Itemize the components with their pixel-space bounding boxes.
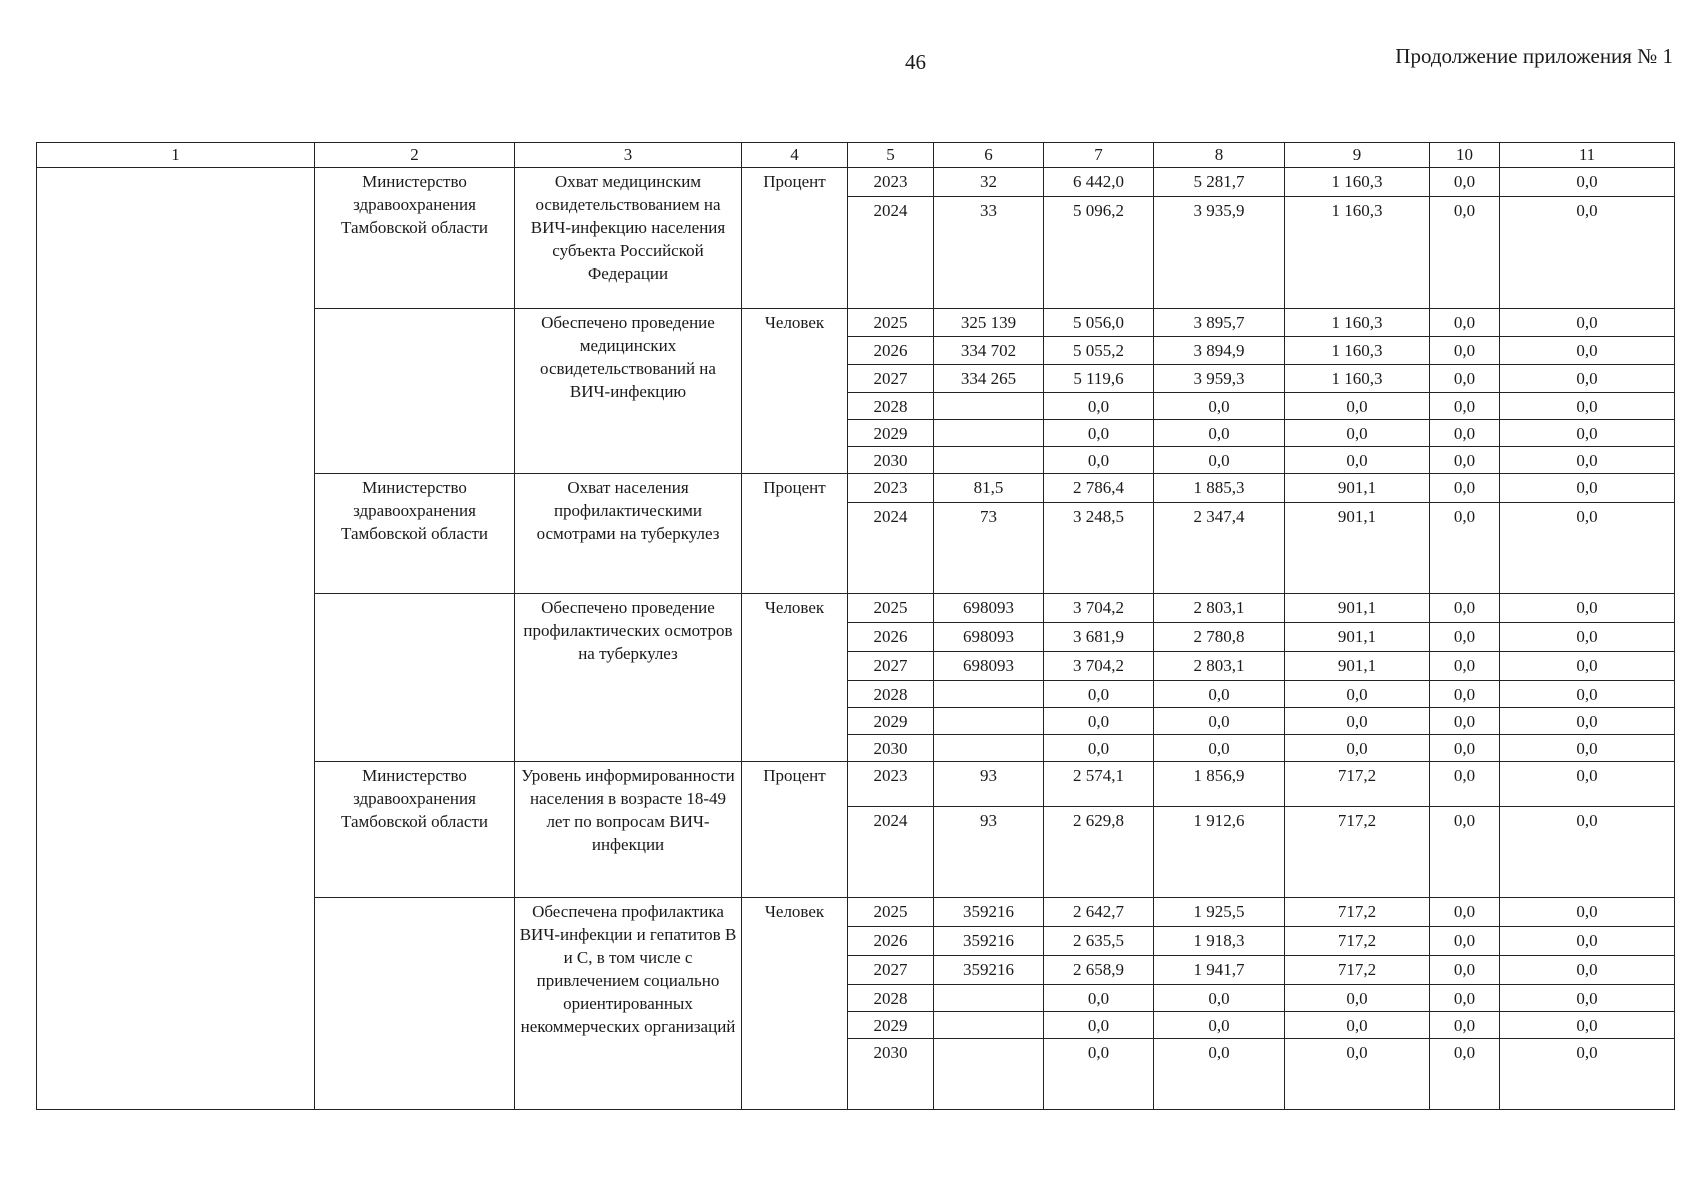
amount-cell: 901,1 bbox=[1285, 593, 1430, 622]
amount-cell: 0,0 bbox=[1430, 651, 1500, 680]
amount-cell: 0,0 bbox=[1430, 985, 1500, 1012]
value-cell: 359216 bbox=[934, 898, 1044, 927]
unit-cell: Человек bbox=[742, 593, 848, 761]
amount-cell: 0,0 bbox=[1285, 707, 1430, 734]
indicator-cell: Обеспечено проведение медицинских освидетельствований на ВИЧ-инфекцию bbox=[515, 308, 742, 473]
column-header: 2 bbox=[315, 143, 515, 168]
column-header: 4 bbox=[742, 143, 848, 168]
amount-cell: 0,0 bbox=[1500, 473, 1675, 502]
amount-cell: 0,0 bbox=[1154, 680, 1285, 707]
amount-cell: 0,0 bbox=[1044, 734, 1154, 761]
amount-cell: 0,0 bbox=[1500, 651, 1675, 680]
amount-cell: 901,1 bbox=[1285, 622, 1430, 651]
year-cell: 2027 bbox=[848, 956, 934, 985]
amount-cell: 901,1 bbox=[1285, 651, 1430, 680]
amount-cell: 0,0 bbox=[1500, 336, 1675, 364]
amount-cell: 0,0 bbox=[1285, 734, 1430, 761]
amount-cell: 2 635,5 bbox=[1044, 927, 1154, 956]
amount-cell: 1 918,3 bbox=[1154, 927, 1285, 956]
year-cell: 2026 bbox=[848, 927, 934, 956]
year-cell: 2023 bbox=[848, 167, 934, 196]
amount-cell: 1 160,3 bbox=[1285, 167, 1430, 196]
amount-cell: 1 160,3 bbox=[1285, 336, 1430, 364]
amount-cell: 0,0 bbox=[1500, 502, 1675, 593]
amount-cell: 3 895,7 bbox=[1154, 308, 1285, 336]
amount-cell: 2 347,4 bbox=[1154, 502, 1285, 593]
value-cell: 93 bbox=[934, 761, 1044, 807]
amount-cell: 3 704,2 bbox=[1044, 651, 1154, 680]
amount-cell: 0,0 bbox=[1500, 807, 1675, 898]
value-cell: 359216 bbox=[934, 927, 1044, 956]
amount-cell: 6 442,0 bbox=[1044, 167, 1154, 196]
indicator-cell: Охват населения профилактическими осмотрами на туберкулез bbox=[515, 473, 742, 593]
value-cell bbox=[934, 419, 1044, 446]
year-cell: 2025 bbox=[848, 308, 934, 336]
ministry-cell: Министерство здравоохранения Тамбовской области bbox=[315, 761, 515, 898]
year-cell: 2027 bbox=[848, 651, 934, 680]
amount-cell: 3 894,9 bbox=[1154, 336, 1285, 364]
column-header: 8 bbox=[1154, 143, 1285, 168]
column-header: 3 bbox=[515, 143, 742, 168]
value-cell bbox=[934, 1012, 1044, 1039]
amount-cell: 0,0 bbox=[1044, 419, 1154, 446]
amount-cell: 0,0 bbox=[1044, 1039, 1154, 1110]
amount-cell: 0,0 bbox=[1430, 502, 1500, 593]
value-cell: 81,5 bbox=[934, 473, 1044, 502]
amount-cell: 0,0 bbox=[1430, 734, 1500, 761]
year-cell: 2028 bbox=[848, 392, 934, 419]
amount-cell: 0,0 bbox=[1500, 985, 1675, 1012]
amount-cell: 0,0 bbox=[1430, 927, 1500, 956]
amount-cell: 0,0 bbox=[1430, 680, 1500, 707]
amount-cell: 717,2 bbox=[1285, 927, 1430, 956]
data-table bbox=[36, 142, 1675, 1110]
column-header: 1 bbox=[37, 143, 315, 168]
year-cell: 2030 bbox=[848, 446, 934, 473]
indicator-cell: Обеспечено проведение профилактических осмотров на туберкулез bbox=[515, 593, 742, 761]
amount-cell: 0,0 bbox=[1285, 419, 1430, 446]
indicator-cell: Уровень информированности населения в возрасте 18-49 лет по вопросам ВИЧ-инфекции bbox=[515, 761, 742, 898]
amount-cell: 0,0 bbox=[1154, 446, 1285, 473]
ministry-cell-empty bbox=[315, 593, 515, 761]
amount-cell: 0,0 bbox=[1154, 419, 1285, 446]
amount-cell: 2 629,8 bbox=[1044, 807, 1154, 898]
page-number: 46 bbox=[905, 50, 926, 74]
amount-cell: 3 959,3 bbox=[1154, 364, 1285, 392]
value-cell: 698093 bbox=[934, 622, 1044, 651]
amount-cell: 0,0 bbox=[1154, 734, 1285, 761]
amount-cell: 2 574,1 bbox=[1044, 761, 1154, 807]
amount-cell: 0,0 bbox=[1044, 985, 1154, 1012]
amount-cell: 0,0 bbox=[1430, 1012, 1500, 1039]
year-cell: 2030 bbox=[848, 1039, 934, 1110]
unit-cell: Человек bbox=[742, 308, 848, 473]
value-cell bbox=[934, 392, 1044, 419]
year-cell: 2023 bbox=[848, 473, 934, 502]
amount-cell: 0,0 bbox=[1285, 392, 1430, 419]
year-cell: 2030 bbox=[848, 734, 934, 761]
value-cell: 334 265 bbox=[934, 364, 1044, 392]
year-cell: 2024 bbox=[848, 502, 934, 593]
amount-cell: 2 658,9 bbox=[1044, 956, 1154, 985]
ministry-cell-empty bbox=[315, 898, 515, 1110]
column-header: 9 bbox=[1285, 143, 1430, 168]
value-cell: 73 bbox=[934, 502, 1044, 593]
amount-cell: 0,0 bbox=[1500, 707, 1675, 734]
amount-cell: 0,0 bbox=[1430, 167, 1500, 196]
amount-cell: 0,0 bbox=[1154, 985, 1285, 1012]
value-cell: 359216 bbox=[934, 956, 1044, 985]
amount-cell: 0,0 bbox=[1500, 1039, 1675, 1110]
amount-cell: 0,0 bbox=[1500, 734, 1675, 761]
amount-cell: 2 786,4 bbox=[1044, 473, 1154, 502]
amount-cell: 0,0 bbox=[1430, 761, 1500, 807]
amount-cell: 0,0 bbox=[1285, 680, 1430, 707]
amount-cell: 0,0 bbox=[1500, 1012, 1675, 1039]
year-cell: 2025 bbox=[848, 593, 934, 622]
ministry-cell: Министерство здравоохранения Тамбовской области bbox=[315, 473, 515, 593]
column-header: 5 bbox=[848, 143, 934, 168]
amount-cell: 717,2 bbox=[1285, 761, 1430, 807]
value-cell: 32 bbox=[934, 167, 1044, 196]
amount-cell: 0,0 bbox=[1044, 446, 1154, 473]
amount-cell: 0,0 bbox=[1430, 807, 1500, 898]
year-cell: 2026 bbox=[848, 622, 934, 651]
amount-cell: 0,0 bbox=[1285, 1039, 1430, 1110]
amount-cell: 901,1 bbox=[1285, 502, 1430, 593]
amount-cell: 0,0 bbox=[1430, 392, 1500, 419]
amount-cell: 0,0 bbox=[1285, 446, 1430, 473]
ministry-cell: Министерство здравоохранения Тамбовской области bbox=[315, 167, 515, 308]
amount-cell: 0,0 bbox=[1500, 196, 1675, 308]
amount-cell: 0,0 bbox=[1500, 308, 1675, 336]
amount-cell: 1 856,9 bbox=[1154, 761, 1285, 807]
column-header: 11 bbox=[1500, 143, 1675, 168]
value-cell bbox=[934, 680, 1044, 707]
column-1-cell bbox=[37, 167, 315, 1109]
amount-cell: 717,2 bbox=[1285, 807, 1430, 898]
year-cell: 2026 bbox=[848, 336, 934, 364]
amount-cell: 0,0 bbox=[1154, 1039, 1285, 1110]
amount-cell: 0,0 bbox=[1044, 392, 1154, 419]
amount-cell: 0,0 bbox=[1044, 680, 1154, 707]
amount-cell: 0,0 bbox=[1430, 419, 1500, 446]
amount-cell: 0,0 bbox=[1500, 446, 1675, 473]
amount-cell: 0,0 bbox=[1500, 680, 1675, 707]
amount-cell: 0,0 bbox=[1500, 622, 1675, 651]
amount-cell: 0,0 bbox=[1430, 1039, 1500, 1110]
amount-cell: 0,0 bbox=[1500, 593, 1675, 622]
amount-cell: 1 885,3 bbox=[1154, 473, 1285, 502]
amount-cell: 0,0 bbox=[1500, 956, 1675, 985]
amount-cell: 2 642,7 bbox=[1044, 898, 1154, 927]
year-cell: 2028 bbox=[848, 680, 934, 707]
amount-cell: 3 681,9 bbox=[1044, 622, 1154, 651]
amount-cell: 0,0 bbox=[1500, 761, 1675, 807]
amount-cell: 1 160,3 bbox=[1285, 196, 1430, 308]
amount-cell: 0,0 bbox=[1500, 364, 1675, 392]
amount-cell: 0,0 bbox=[1500, 167, 1675, 196]
year-cell: 2023 bbox=[848, 761, 934, 807]
unit-cell: Процент bbox=[742, 473, 848, 593]
amount-cell: 2 803,1 bbox=[1154, 593, 1285, 622]
year-cell: 2024 bbox=[848, 807, 934, 898]
amount-cell: 5 281,7 bbox=[1154, 167, 1285, 196]
ministry-cell-empty bbox=[315, 308, 515, 473]
amount-cell: 0,0 bbox=[1285, 1012, 1430, 1039]
amount-cell: 1 941,7 bbox=[1154, 956, 1285, 985]
amount-cell: 1 160,3 bbox=[1285, 308, 1430, 336]
column-header: 7 bbox=[1044, 143, 1154, 168]
unit-cell: Человек bbox=[742, 898, 848, 1110]
amount-cell: 0,0 bbox=[1500, 419, 1675, 446]
amount-cell: 0,0 bbox=[1154, 392, 1285, 419]
amount-cell: 901,1 bbox=[1285, 473, 1430, 502]
amount-cell: 0,0 bbox=[1500, 927, 1675, 956]
year-cell: 2029 bbox=[848, 707, 934, 734]
value-cell bbox=[934, 707, 1044, 734]
amount-cell: 5 055,2 bbox=[1044, 336, 1154, 364]
value-cell bbox=[934, 1039, 1044, 1110]
column-header: 6 bbox=[934, 143, 1044, 168]
amount-cell: 0,0 bbox=[1430, 622, 1500, 651]
amount-cell: 0,0 bbox=[1044, 707, 1154, 734]
amount-cell: 0,0 bbox=[1500, 392, 1675, 419]
amount-cell: 5 119,6 bbox=[1044, 364, 1154, 392]
value-cell: 93 bbox=[934, 807, 1044, 898]
amount-cell: 717,2 bbox=[1285, 898, 1430, 927]
column-header: 10 bbox=[1430, 143, 1500, 168]
page-note: Продолжение приложения № 1 bbox=[1395, 44, 1673, 68]
header-row bbox=[37, 143, 1675, 168]
unit-cell: Процент bbox=[742, 167, 848, 308]
amount-cell: 0,0 bbox=[1430, 308, 1500, 336]
unit-cell: Процент bbox=[742, 761, 848, 898]
amount-cell: 0,0 bbox=[1430, 364, 1500, 392]
amount-cell: 5 056,0 bbox=[1044, 308, 1154, 336]
amount-cell: 0,0 bbox=[1154, 1012, 1285, 1039]
amount-cell: 3 704,2 bbox=[1044, 593, 1154, 622]
value-cell bbox=[934, 985, 1044, 1012]
indicator-cell: Обеспечена профилактика ВИЧ-инфекции и гепатитов В и С, в том числе с привлечением социально ориентированных некоммерческих организаций bbox=[515, 898, 742, 1110]
indicator-cell: Охват медицинским освидетельствованием на ВИЧ-инфекцию населения субъекта Российской Федерации bbox=[515, 167, 742, 308]
amount-cell: 0,0 bbox=[1430, 446, 1500, 473]
amount-cell: 0,0 bbox=[1430, 707, 1500, 734]
value-cell: 33 bbox=[934, 196, 1044, 308]
value-cell: 698093 bbox=[934, 651, 1044, 680]
amount-cell: 0,0 bbox=[1430, 898, 1500, 927]
amount-cell: 2 803,1 bbox=[1154, 651, 1285, 680]
amount-cell: 2 780,8 bbox=[1154, 622, 1285, 651]
amount-cell: 0,0 bbox=[1430, 956, 1500, 985]
amount-cell: 3 935,9 bbox=[1154, 196, 1285, 308]
value-cell bbox=[934, 734, 1044, 761]
table-row bbox=[37, 167, 1675, 196]
amount-cell: 0,0 bbox=[1500, 898, 1675, 927]
amount-cell: 3 248,5 bbox=[1044, 502, 1154, 593]
year-cell: 2024 bbox=[848, 196, 934, 308]
amount-cell: 0,0 bbox=[1285, 985, 1430, 1012]
value-cell bbox=[934, 446, 1044, 473]
amount-cell: 1 160,3 bbox=[1285, 364, 1430, 392]
amount-cell: 717,2 bbox=[1285, 956, 1430, 985]
value-cell: 334 702 bbox=[934, 336, 1044, 364]
year-cell: 2029 bbox=[848, 1012, 934, 1039]
amount-cell: 0,0 bbox=[1430, 593, 1500, 622]
year-cell: 2027 bbox=[848, 364, 934, 392]
year-cell: 2029 bbox=[848, 419, 934, 446]
amount-cell: 0,0 bbox=[1430, 336, 1500, 364]
value-cell: 698093 bbox=[934, 593, 1044, 622]
year-cell: 2025 bbox=[848, 898, 934, 927]
value-cell: 325 139 bbox=[934, 308, 1044, 336]
amount-cell: 0,0 bbox=[1430, 196, 1500, 308]
amount-cell: 5 096,2 bbox=[1044, 196, 1154, 308]
amount-cell: 0,0 bbox=[1154, 707, 1285, 734]
amount-cell: 1 912,6 bbox=[1154, 807, 1285, 898]
amount-cell: 1 925,5 bbox=[1154, 898, 1285, 927]
amount-cell: 0,0 bbox=[1430, 473, 1500, 502]
amount-cell: 0,0 bbox=[1044, 1012, 1154, 1039]
year-cell: 2028 bbox=[848, 985, 934, 1012]
